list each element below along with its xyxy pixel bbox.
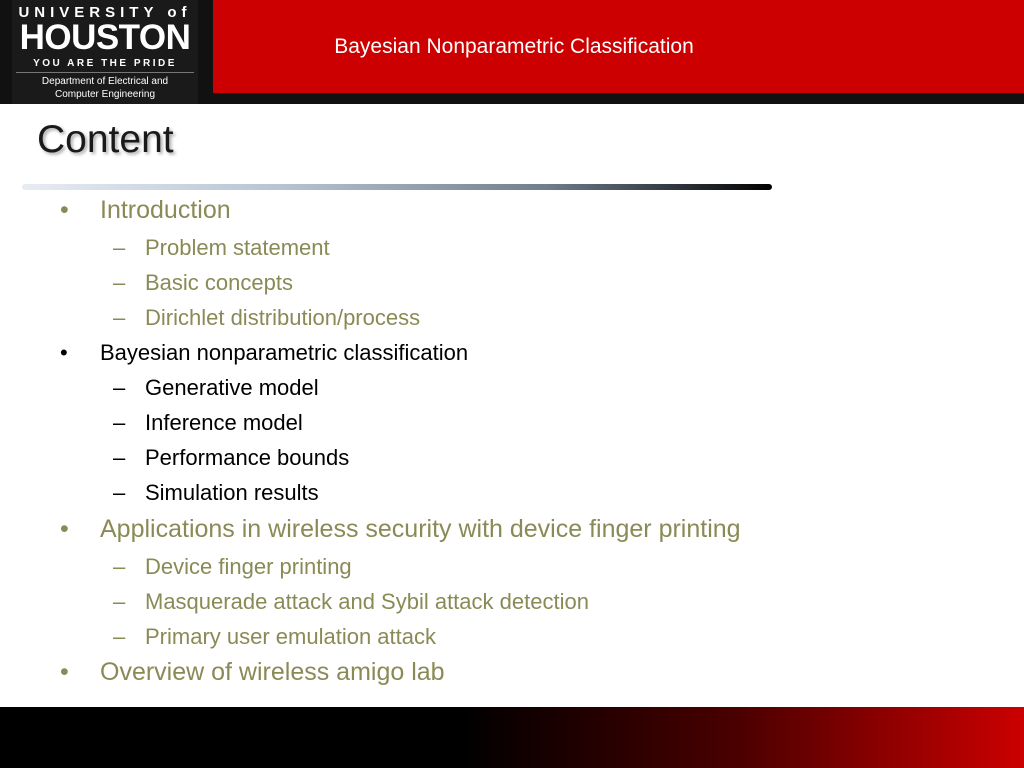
footer-bar: [0, 707, 1024, 768]
bullet-marker: •: [60, 515, 69, 543]
dash-marker: –: [113, 410, 126, 435]
slide-title: Content: [37, 118, 174, 161]
department-line-2: Computer Engineering: [54, 89, 156, 100]
department-line-1: Department of Electrical and: [41, 76, 169, 87]
sub-item-text: Inference model: [145, 410, 303, 435]
sub-item-text: Simulation results: [145, 480, 319, 505]
bullet-text: Bayesian nonparametric classification: [100, 340, 469, 365]
university-logo: [12, 0, 198, 104]
bullet-marker: •: [60, 340, 68, 365]
sub-item-text: Dirichlet distribution/process: [145, 305, 421, 330]
dash-marker: –: [113, 375, 126, 400]
sub-item-text: Generative model: [145, 375, 319, 400]
presentation-title: Bayesian Nonparametric Classification: [334, 34, 694, 58]
logo-houston-text: HOUSTON: [19, 18, 191, 57]
bullet-text: Overview of wireless amigo lab: [100, 658, 445, 686]
sub-item-text: Problem statement: [145, 235, 330, 260]
sub-item-text: Basic concepts: [145, 270, 293, 295]
dash-marker: –: [113, 305, 126, 330]
logo-tagline: YOU ARE THE PRIDE: [33, 58, 177, 69]
logo-university-text: UNIVERSITY of: [18, 4, 192, 21]
dash-marker: –: [113, 270, 126, 295]
bullet-text: Applications in wireless security with device finger printing: [100, 515, 741, 543]
bullet-marker: •: [60, 658, 69, 686]
sub-item-text: Device finger printing: [145, 554, 352, 579]
sub-item-text: Primary user emulation attack: [145, 624, 436, 649]
dash-marker: –: [113, 235, 126, 260]
sub-item-text: Masquerade attack and Sybil attack detection: [145, 589, 589, 614]
logo-divider: [16, 72, 194, 73]
bullet-marker: •: [60, 196, 69, 224]
title-underline: [22, 184, 772, 190]
dash-marker: –: [113, 445, 126, 470]
dash-marker: –: [113, 589, 126, 614]
dash-marker: –: [113, 480, 126, 505]
sub-item-text: Performance bounds: [145, 445, 350, 470]
dash-marker: –: [113, 554, 126, 579]
bullet-text: Introduction: [100, 196, 231, 224]
dash-marker: –: [113, 624, 126, 649]
